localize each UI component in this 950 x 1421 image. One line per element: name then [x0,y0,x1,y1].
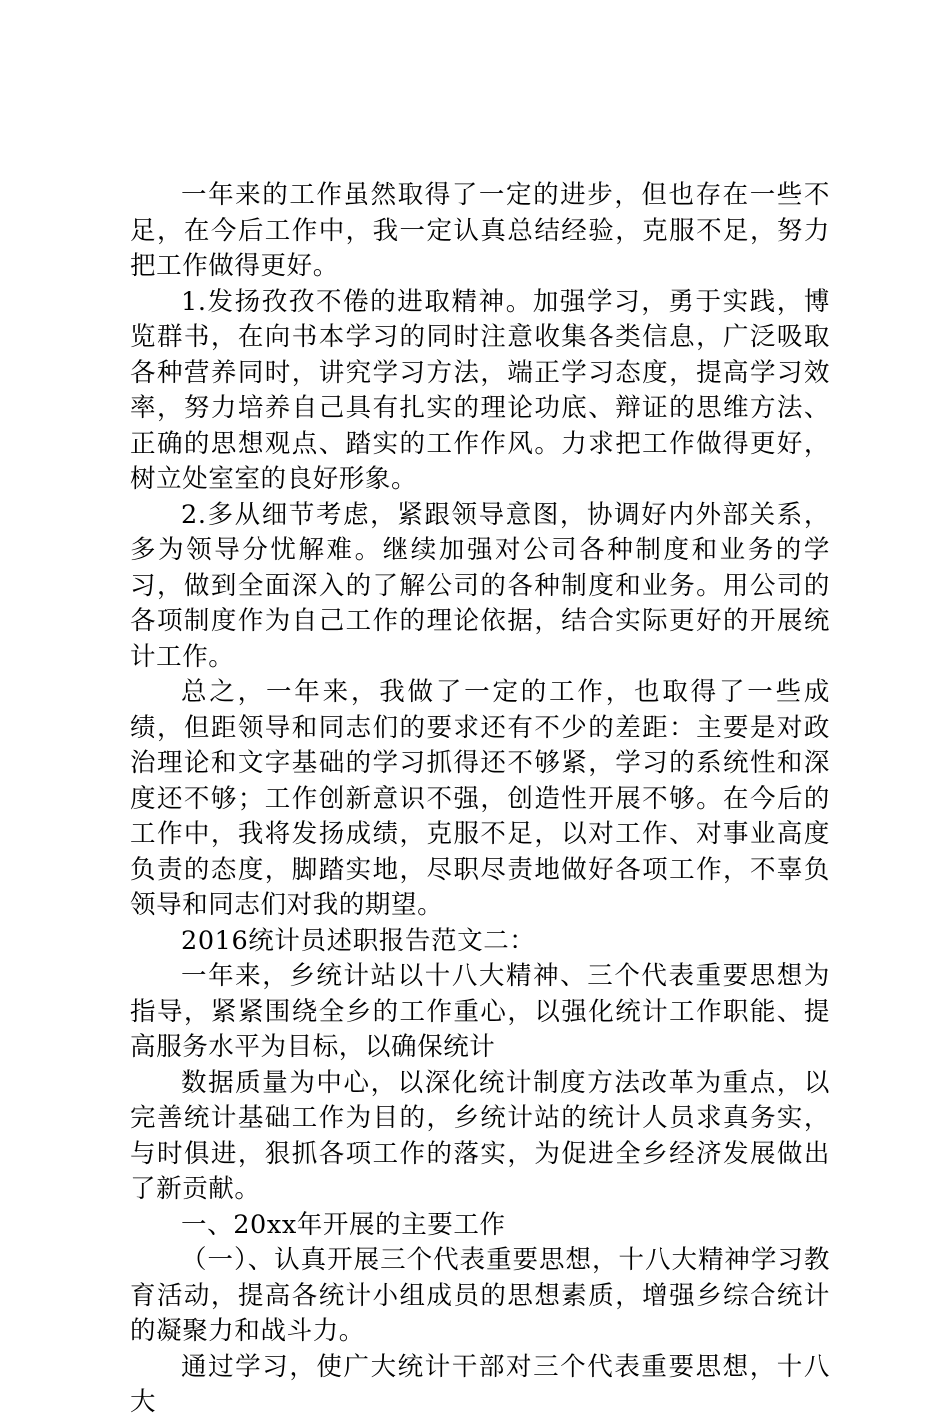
paragraph-summary: 总之，一年来，我做了一定的工作，也取得了一些成绩，但距领导和同志们的要求还有不少的差距：主要是对政治理论和文字基础的学习抓得还不够紧，学习的系统性和深度还不够；工作创新意识不强，创造性开展不够。在今后的工作中，我将发扬成绩，克服不足，以对工作、对事业高度负责的态度，脚踏实地，尽职尽责地做好各项工作，不辜负领导和同志们对我的期望。 [130,677,830,920]
paragraph-item-2: 2.多从细节考虑，紧跟领导意图，协调好内外部关系，多为领导分忧解难。继续加强对公司各种制度和业务的学习，做到全面深入的了解公司的各种制度和业务。用公司的各项制度作为自己工作的理论依据，结合实际更好的开展统计工作。 [130,499,830,672]
paragraph-sample-two-intro: 一年来，乡统计站以十八大精神、三个代表重要思想为指导，紧紧围绕全乡的工作重心，以强化统计工作职能、提高服务水平为目标，以确保统计 [130,961,830,1062]
paragraph-item-1: 1.发扬孜孜不倦的进取精神。加强学习，勇于实践，博览群书，在向书本学习的同时注意收集各类信息，广泛吸取各种营养同时，讲究学习方法，端正学习态度，提高学习效率，努力培养自己具有扎实的理论功底、辩证的思维方法、正确的思想观点、踏实的工作作风。力求把工作做得更好，树立处室室的良好形象。 [130,286,830,494]
paragraph-sample-two-continued: 数据质量为中心，以深化统计制度方法改革为重点，以完善统计基础工作为目的，乡统计站的统计人员求真务实，与时俱进，狠抓各项工作的落实，为促进全乡经济发展做出了新贡献。 [130,1067,830,1204]
document-body [130,178,830,1421]
paragraph-conclusion-intro: 一年来的工作虽然取得了一定的进步，但也存在一些不足，在今后工作中，我一定认真总结经验，克服不足，努力把工作做得更好。 [130,180,830,281]
section-heading-main-work: 一、20xx年开展的主要工作 [181,1209,506,1240]
paragraph-study-result: 通过学习，使广大统计干部对三个代表重要思想，十八大 [130,1351,830,1417]
section-heading-sample-two: 2016统计员述职报告范文二： [181,925,536,956]
paragraph-subsection-1: （一）、认真开展三个代表重要思想，十八大精神学习教育活动，提高各统计小组成员的思想素质，增强乡综合统计的凝聚力和战斗力。 [130,1245,830,1346]
